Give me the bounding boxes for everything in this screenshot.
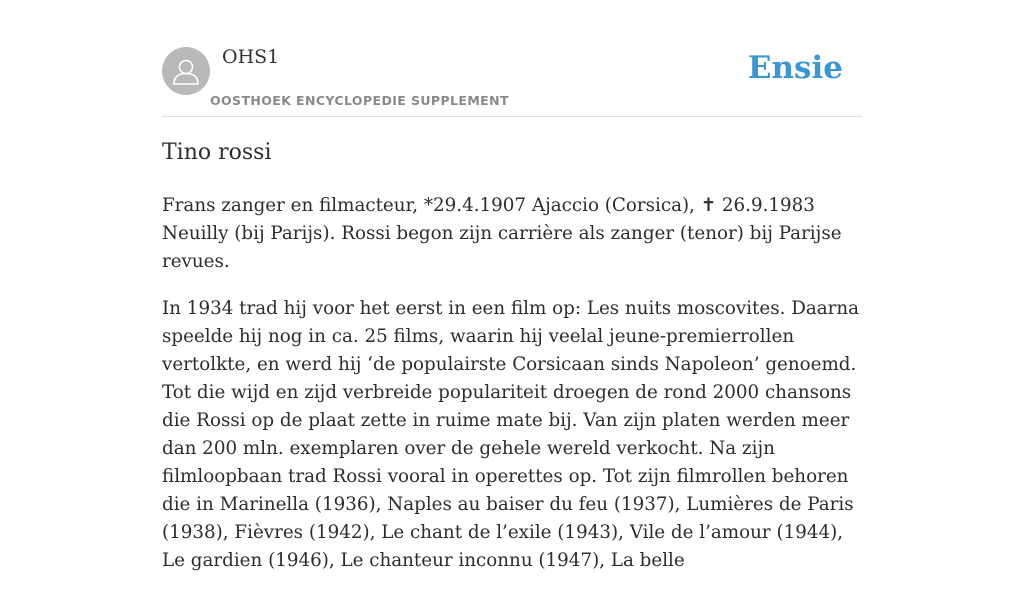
article-title: Tino rossi xyxy=(162,140,272,165)
source-subtitle[interactable]: OOSTHOEK ENCYCLOPEDIE SUPPLEMENT xyxy=(210,93,509,108)
page-container xyxy=(162,0,862,571)
source-name[interactable]: OHS1 xyxy=(222,46,280,68)
brand-logo[interactable]: Ensie xyxy=(747,50,843,86)
article-paragraph: Frans zanger en filmacteur, *29.4.1907 Ajaccio (Corsica), ✝ 26.9.1983 Neuilly (bij Parijs). Rossi begon zijn carrière als zanger (tenor) bij Parijse revues. xyxy=(162,195,842,272)
user-silhouette-icon[interactable] xyxy=(162,47,210,95)
article-paragraph: In 1934 trad hij voor het eerst in een film op: Les nuits moscovites. Daarna speelde hij nog in ca. 25 films, waarin hij veelal jeune-premierrollen vertolkte, en werd hij ‘de populairste Corsicaan sinds Napoleon’ genoemd. Tot die wijd en zijd verbreide populariteit droegen de rond 2000 chansons die Rossi op de plaat zette in ruime mate bij. Van zijn platen werden meer dan 200 mln. exemplaren over de gehele wereld verkocht. Na zijn filmloopbaan trad Rossi vooral in operettes op. Tot zijn filmrollen behoren die in Marinella (1936), Naples au baiser du feu (1937), Lumières de Paris (1938), Fièvres (1942), Le chant de l’exile (1943), Vile de l’amour (1944), Le gardien (1946), Le chanteur inconnu (1947), La belle xyxy=(162,298,860,571)
source-header xyxy=(162,0,862,117)
article-body xyxy=(162,192,862,594)
